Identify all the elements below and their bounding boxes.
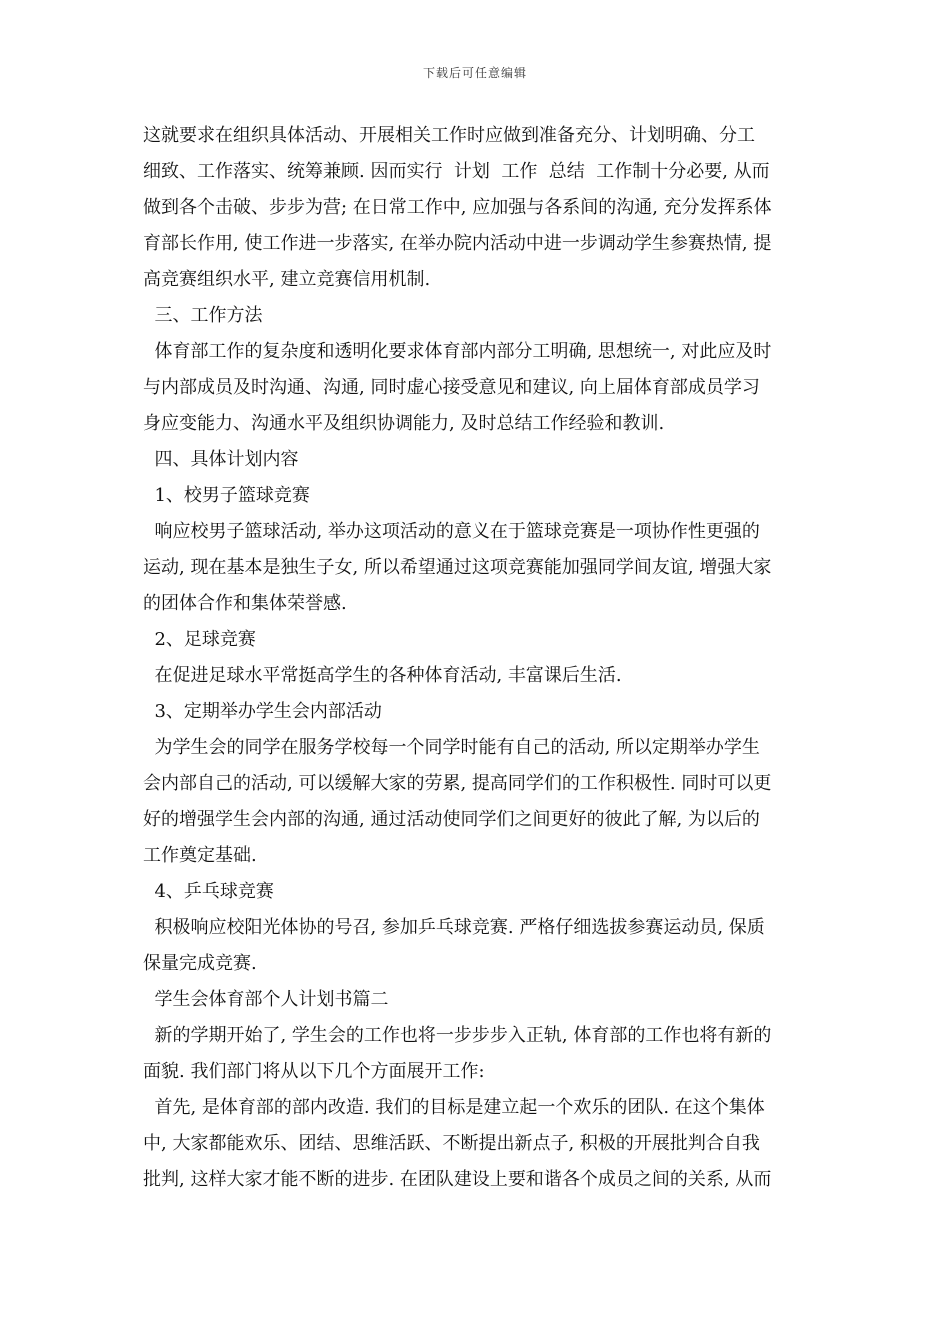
text-line: 与内部成员及时沟通、沟通, 同时虚心接受意见和建议, 向上届体育部成员学习 <box>143 377 760 398</box>
text-line: 细致、工作落实、统筹兼顾. 因而实行 计划 工作 总结 工作制十分必要, 从而 <box>143 161 770 182</box>
text-line: 工作奠定基础. <box>143 845 257 866</box>
text-line: 保量完成竞赛. <box>143 953 257 974</box>
text-line: 这就要求在组织具体活动、开展相关工作时应做到准备充分、计划明确、分工 <box>143 125 755 146</box>
text-line: 会内部自己的活动, 可以缓解大家的劳累, 提高同学们的工作积极性. 同时可以更 <box>143 773 772 794</box>
text-line: 高竞赛组织水平, 建立竞赛信用机制. <box>143 269 431 290</box>
document-body <box>143 118 809 1198</box>
text-line: 1、校男子篮球竞赛 <box>143 485 310 506</box>
text-line: 体育部工作的复杂度和透明化要求体育部内部分工明确, 思想统一, 对此应及时 <box>143 341 772 362</box>
text-line: 中, 大家都能欢乐、团结、思维活跃、不断提出新点子, 积极的开展批判合自我 <box>143 1133 760 1154</box>
text-line: 做到各个击破、步步为营; 在日常工作中, 应加强与各系间的沟通, 充分发挥系体 <box>143 197 772 218</box>
text-line: 三、工作方法 <box>143 305 263 326</box>
text-line: 好的增强学生会内部的沟通, 通过活动使同学们之间更好的彼此了解, 为以后的 <box>143 809 760 830</box>
text-line: 育部长作用, 使工作进一步落实, 在举办院内活动中进一步调动学生参赛热情, 提 <box>143 233 772 254</box>
text-line: 为学生会的同学在服务学校每一个同学时能有自己的活动, 所以定期举办学生 <box>143 737 760 758</box>
text-line: 的团体合作和集体荣誉感. <box>143 593 347 614</box>
text-line: 2、足球竞赛 <box>143 629 256 650</box>
text-line: 响应校男子篮球活动, 举办这项活动的意义在于篮球竞赛是一项协作性更强的 <box>143 521 760 542</box>
text-line: 3、定期举办学生会内部活动 <box>143 701 382 722</box>
text-line: 在促进足球水平常挺高学生的各种体育活动, 丰富课后生活. <box>143 665 622 686</box>
text-line: 4、乒乓球竞赛 <box>143 881 274 902</box>
text-line: 四、具体计划内容 <box>143 449 299 470</box>
text-line: 身应变能力、沟通水平及组织协调能力, 及时总结工作经验和教训. <box>143 413 665 434</box>
text-line: 首先, 是体育部的部内改造. 我们的目标是建立起一个欢乐的团队. 在这个集体 <box>143 1097 765 1118</box>
text-line: 新的学期开始了, 学生会的工作也将一步步步入正轨, 体育部的工作也将有新的 <box>143 1025 772 1046</box>
text-line: 积极响应校阳光体协的号召, 参加乒乓球竞赛. 严格仔细选拔参赛运动员, 保质 <box>143 917 765 938</box>
page-header: 下载后可任意编辑 <box>422 66 527 80</box>
text-line: 学生会体育部个人计划书篇二 <box>143 989 389 1010</box>
text-line: 运动, 现在基本是独生子女, 所以希望通过这项竞赛能加强同学间友谊, 增强大家 <box>143 557 772 578</box>
text-line: 面貌. 我们部门将从以下几个方面展开工作: <box>143 1061 485 1082</box>
text-line: 批判, 这样大家才能不断的进步. 在团队建设上要和谐各个成员之间的关系, 从而 <box>143 1169 772 1190</box>
